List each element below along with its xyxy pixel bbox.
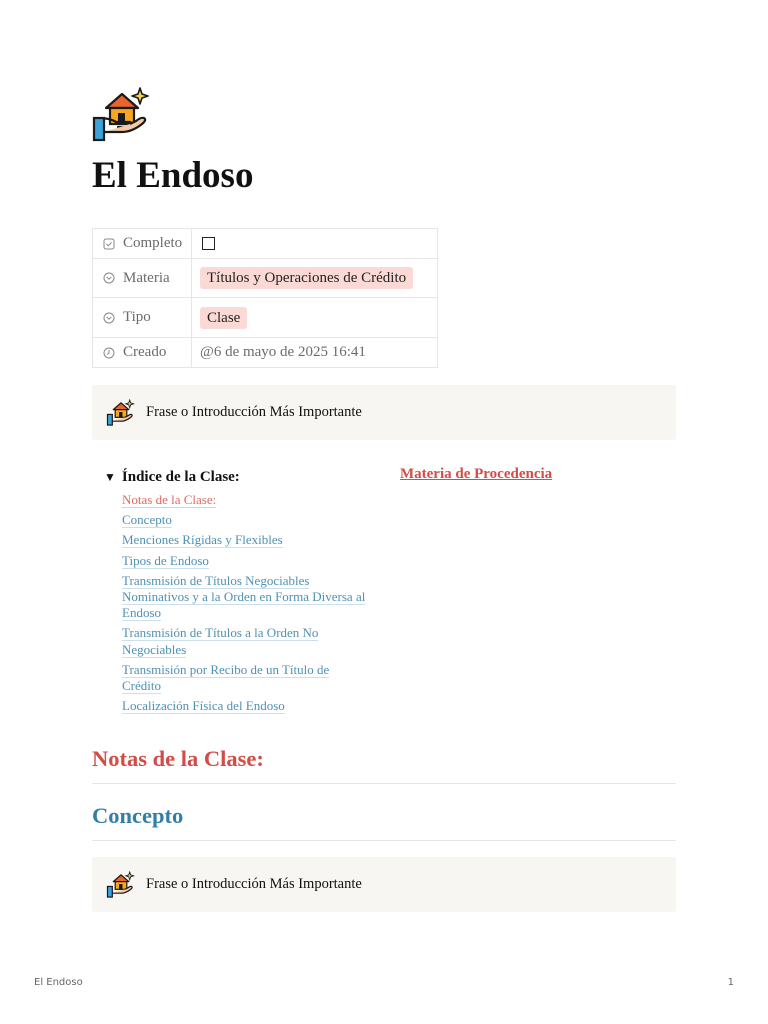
completo-checkbox[interactable]	[202, 237, 215, 250]
toc-link-transmision-no-negociables[interactable]: Transmisión de Títulos a la Orden No Negociables	[122, 625, 319, 657]
callout-text: Frase o Introducción Más Importante	[146, 404, 362, 420]
house-in-hand-icon[interactable]	[92, 86, 152, 144]
section-heading-concepto: Concepto	[92, 800, 676, 841]
toc-item	[122, 553, 366, 569]
toc-link-transmision-recibo[interactable]: Transmisión por Recibo de un Título de Crédito	[122, 661, 330, 694]
property-value[interactable]	[192, 259, 438, 297]
toc-link-localizacion[interactable]: Localización Física del Endoso	[122, 698, 285, 714]
property-label: Tipo	[123, 309, 151, 325]
toc-item	[122, 532, 366, 548]
property-creado	[92, 338, 438, 368]
toc-item	[122, 698, 366, 714]
toc-item	[122, 492, 366, 508]
house-in-hand-icon	[106, 399, 136, 427]
select-prop-icon	[103, 312, 115, 324]
toc-link-tipos[interactable]: Tipos de Endoso	[122, 552, 209, 568]
materia-tag[interactable]: Títulos y Operaciones de Crédito	[200, 267, 413, 289]
footer-title: El Endoso	[34, 977, 83, 988]
tipo-tag[interactable]: Clase	[200, 307, 247, 329]
property-name	[92, 338, 192, 367]
house-in-hand-icon	[106, 871, 136, 899]
property-label: Completo	[123, 235, 183, 251]
toc-link-concepto[interactable]: Concepto	[122, 512, 172, 528]
property-name	[92, 259, 192, 297]
toc-heading: Índice de la Clase:	[121, 468, 240, 485]
property-completo	[92, 229, 438, 259]
page-number: 1	[727, 977, 734, 988]
section-heading-notas: Notas de la Clase:	[92, 743, 676, 784]
checkbox-prop-icon	[103, 238, 115, 250]
property-name	[92, 229, 192, 258]
select-prop-icon	[103, 272, 115, 284]
toc-list	[104, 492, 366, 714]
property-materia	[92, 259, 438, 298]
property-label: Creado	[123, 344, 167, 360]
property-value[interactable]	[192, 298, 438, 337]
property-name	[92, 298, 192, 337]
toc-item	[122, 573, 366, 622]
toc-toggle[interactable]	[104, 466, 366, 488]
toc-item	[122, 662, 366, 694]
clock-icon	[103, 347, 115, 359]
table-of-contents	[104, 466, 366, 714]
toc-item	[122, 512, 366, 528]
toc-item	[122, 625, 366, 657]
created-date: @6 de mayo de 2025 16:41	[200, 344, 366, 360]
property-value	[192, 338, 438, 367]
property-value[interactable]	[192, 229, 438, 258]
materia-procedencia-link[interactable]: Materia de Procedencia	[400, 466, 553, 482]
callout-top	[92, 385, 676, 440]
toc-link-transmision-negociables[interactable]: Transmisión de Títulos Negociables Nominativos y a la Orden en Forma Diversa al Endoso	[122, 572, 366, 621]
toc-link-menciones[interactable]: Menciones Rígidas y Flexibles	[122, 532, 283, 548]
property-label: Materia	[123, 269, 170, 286]
callout-bottom	[92, 857, 676, 912]
property-tipo	[92, 298, 438, 338]
properties-table	[92, 228, 438, 368]
triangle-down-icon[interactable]: ▼	[104, 469, 116, 484]
page-title: El Endoso	[92, 155, 254, 196]
callout-text: Frase o Introducción Más Importante	[146, 876, 362, 892]
toc-link-notas[interactable]: Notas de la Clase:	[122, 492, 217, 507]
